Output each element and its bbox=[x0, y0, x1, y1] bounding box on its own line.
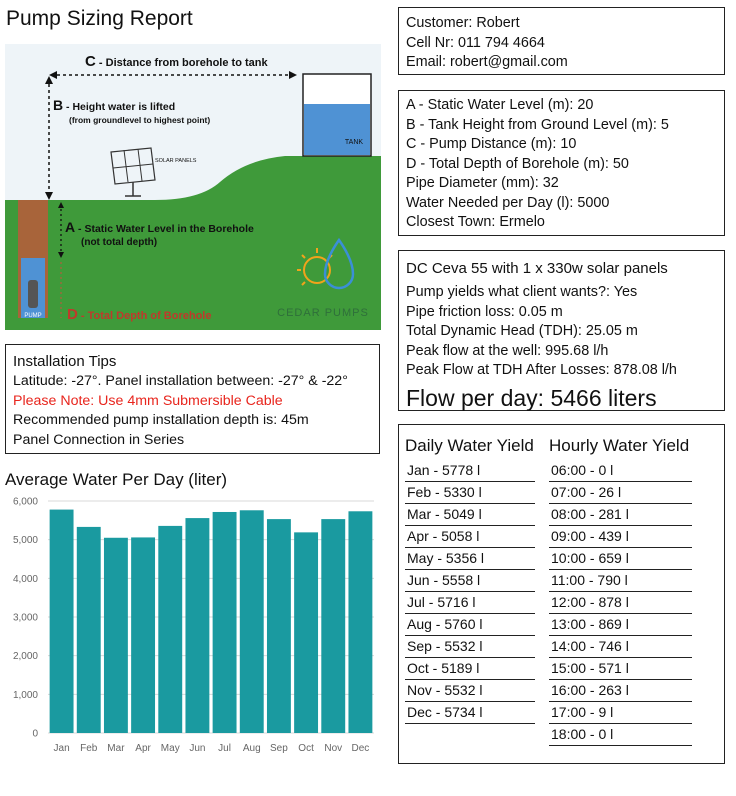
installation-tips-box bbox=[5, 344, 380, 454]
bar-feb bbox=[77, 527, 101, 733]
hourly-row: 14:00 - 746 l bbox=[549, 636, 692, 658]
bar-aug bbox=[240, 510, 264, 733]
tips-cable-note: Please Note: Use 4mm Submersible Cable bbox=[13, 392, 283, 409]
daily-row: Dec - 5734 l bbox=[405, 702, 535, 724]
label-d: D - Total Depth of Borehole bbox=[67, 306, 212, 323]
daily-row: Oct - 5189 l bbox=[405, 658, 535, 680]
pump-label: PUMP bbox=[24, 313, 42, 319]
daily-row: Mar - 5049 l bbox=[405, 504, 535, 526]
logo-text: CEDAR PUMPS bbox=[277, 307, 369, 319]
bar-oct bbox=[294, 532, 318, 733]
y-tick-label: 5,000 bbox=[12, 535, 38, 547]
bar-nov bbox=[321, 519, 345, 733]
tips-connection: Panel Connection in Series bbox=[13, 431, 185, 448]
x-tick-label: Mar bbox=[107, 743, 125, 754]
daily-row: Nov - 5532 l bbox=[405, 680, 535, 702]
hourly-row: 10:00 - 659 l bbox=[549, 548, 692, 570]
hourly-row: 09:00 - 439 l bbox=[549, 526, 692, 548]
solar-panels-label: SOLAR PANELS bbox=[155, 158, 197, 164]
bar-sep bbox=[267, 519, 291, 733]
yield-tables-box bbox=[398, 424, 725, 764]
param-a: A - Static Water Level (m): 20 bbox=[406, 97, 594, 113]
parameters-box bbox=[398, 90, 725, 236]
hourly-row: 11:00 - 790 l bbox=[549, 570, 692, 592]
hourly-row: 07:00 - 26 l bbox=[549, 482, 692, 504]
hourly-yield-column bbox=[549, 435, 692, 746]
bar-mar bbox=[104, 538, 128, 733]
y-tick-label: 4,000 bbox=[12, 573, 38, 585]
y-tick-label: 0 bbox=[32, 728, 38, 740]
label-c: C - Distance from borehole to tank bbox=[85, 53, 268, 70]
x-tick-label: Dec bbox=[351, 743, 370, 754]
bar-jun bbox=[185, 518, 209, 733]
result-line: Pump yields what client wants?: Yes bbox=[406, 284, 638, 300]
daily-row: Jun - 5558 l bbox=[405, 570, 535, 592]
hourly-row: 13:00 - 869 l bbox=[549, 614, 692, 636]
hourly-row: 15:00 - 571 l bbox=[549, 658, 692, 680]
x-tick-label: Apr bbox=[135, 743, 151, 754]
hourly-row: 17:00 - 9 l bbox=[549, 702, 692, 724]
daily-row: Sep - 5532 l bbox=[405, 636, 535, 658]
result-line: Pipe friction loss: 0.05 m bbox=[406, 303, 563, 320]
bar-jul bbox=[213, 512, 237, 733]
hourly-row: 18:00 - 0 l bbox=[549, 724, 692, 746]
daily-row: Aug - 5760 l bbox=[405, 614, 535, 636]
label-b: B - Height water is lifted bbox=[53, 97, 176, 113]
tips-title: Installation Tips bbox=[13, 353, 117, 370]
x-tick-label: Jul bbox=[218, 743, 231, 754]
hourly-row: 16:00 - 263 l bbox=[549, 680, 692, 702]
customer-email: Email: robert@gmail.com bbox=[406, 54, 568, 70]
customer-box bbox=[398, 7, 725, 75]
pump-model-heading: DC Ceva 55 with 1 x 330w solar panels bbox=[406, 260, 668, 277]
daily-row: Jan - 5778 l bbox=[405, 460, 535, 482]
chart-title: Average Water Per Day (liter) bbox=[5, 470, 228, 489]
pump-result-box bbox=[398, 250, 725, 411]
x-tick-label: Jun bbox=[189, 743, 206, 754]
y-tick-label: 1,000 bbox=[12, 689, 38, 701]
report-title: Pump Sizing Report bbox=[6, 7, 193, 30]
average-water-chart bbox=[0, 490, 380, 770]
result-line: Peak flow at the well: 995.68 l/h bbox=[406, 342, 609, 359]
tank-water bbox=[304, 104, 370, 155]
hourly-yield-header: Hourly Water Yield bbox=[549, 436, 690, 455]
x-tick-label: Sep bbox=[270, 743, 288, 754]
bar-jan bbox=[50, 510, 74, 733]
hourly-row: 08:00 - 281 l bbox=[549, 504, 692, 526]
param-d: D - Total Depth of Borehole (m): 50 bbox=[406, 155, 629, 172]
result-line: Peak Flow at TDH After Losses: 878.08 l/h bbox=[406, 362, 677, 378]
label-a: A - Static Water Level in the Borehole bbox=[65, 219, 254, 235]
x-tick-label: Jan bbox=[53, 743, 70, 754]
daily-yield-column bbox=[405, 435, 535, 724]
flow-per-day: Flow per day: 5466 liters bbox=[406, 384, 657, 411]
tips-latitude: Latitude: -27°. Panel installation between: -27° & -22° bbox=[13, 373, 348, 389]
label-a-sub: (not total depth) bbox=[81, 237, 158, 248]
x-tick-label: May bbox=[160, 743, 180, 754]
daily-row: May - 5356 l bbox=[405, 548, 535, 570]
param-b: B - Tank Height from Ground Level (m): 5 bbox=[406, 116, 669, 133]
param-pipe-diameter: Pipe Diameter (mm): 32 bbox=[406, 175, 559, 191]
bar-dec bbox=[348, 511, 372, 733]
borehole-diagram bbox=[5, 44, 381, 330]
bar-apr bbox=[131, 537, 155, 733]
daily-yield-header: Daily Water Yield bbox=[405, 436, 534, 455]
y-tick-label: 3,000 bbox=[12, 612, 38, 624]
daily-row: Jul - 5716 l bbox=[405, 592, 535, 614]
tips-depth: Recommended pump installation depth is: 45m bbox=[13, 412, 309, 428]
param-c: C - Pump Distance (m): 10 bbox=[406, 136, 577, 152]
result-line: Total Dynamic Head (TDH): 25.05 m bbox=[406, 323, 638, 339]
x-tick-label: Oct bbox=[298, 743, 314, 754]
x-tick-label: Aug bbox=[242, 743, 261, 754]
param-closest-town: Closest Town: Ermelo bbox=[406, 214, 545, 230]
y-tick-label: 2,000 bbox=[12, 651, 38, 663]
daily-row: Feb - 5330 l bbox=[405, 482, 535, 504]
customer-name: Customer: Robert bbox=[406, 15, 520, 31]
y-tick-label: 6,000 bbox=[12, 496, 38, 508]
hourly-row: 12:00 - 878 l bbox=[549, 592, 692, 614]
label-b-sub: (from groundlevel to highest point) bbox=[69, 115, 211, 125]
pump-body bbox=[28, 280, 38, 308]
hourly-row: 06:00 - 0 l bbox=[549, 460, 692, 482]
daily-row: Apr - 5058 l bbox=[405, 526, 535, 548]
customer-cell: Cell Nr: 011 794 4664 bbox=[406, 34, 545, 51]
x-tick-label: Feb bbox=[80, 743, 98, 754]
bar-may bbox=[158, 526, 182, 733]
tank-label: TANK bbox=[344, 139, 364, 146]
param-water-needed: Water Needed per Day (l): 5000 bbox=[406, 194, 610, 211]
x-tick-label: Nov bbox=[324, 743, 343, 754]
